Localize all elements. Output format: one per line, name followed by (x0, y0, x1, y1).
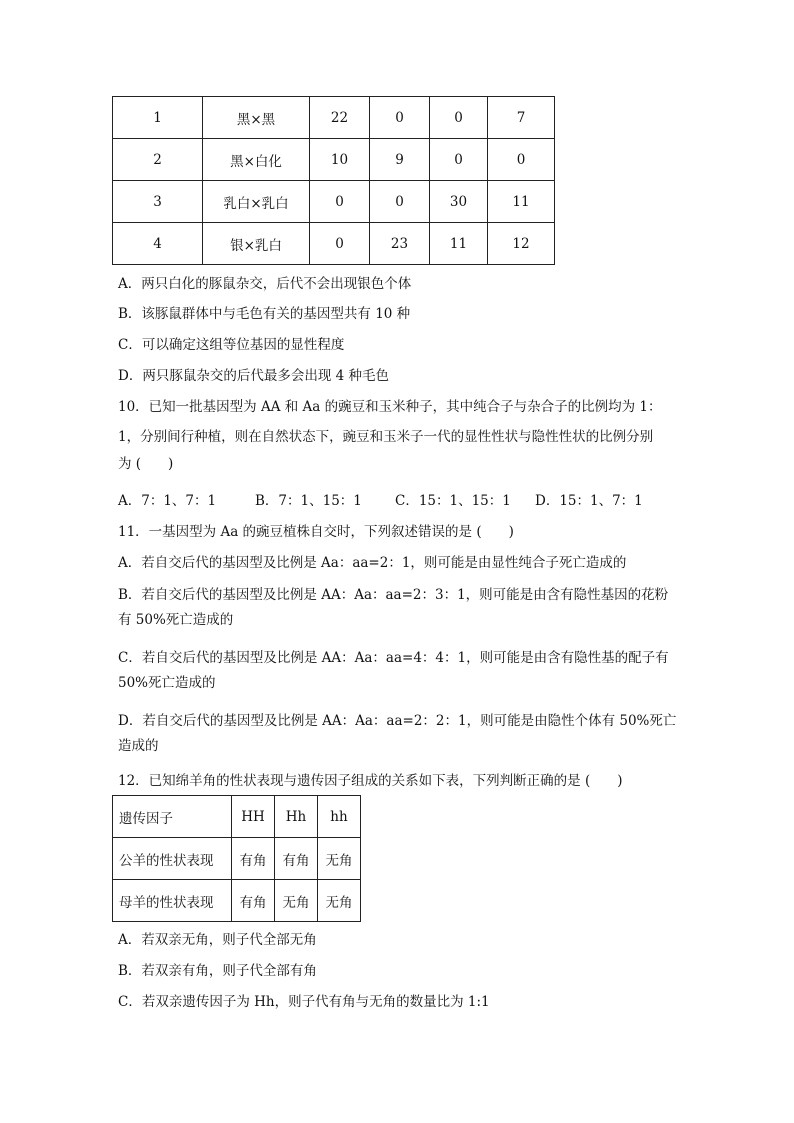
q12-option-b: B．若双亲有角，则子代全部有角 (118, 963, 317, 979)
table-row (113, 223, 555, 265)
q11-option-a: A．若自交后代的基因型及比例是 Aa：aa=2：1，则可能是由显性纯合子死亡造成的 (118, 555, 627, 571)
table-cell: 30 (430, 181, 488, 223)
table-header-row (113, 796, 361, 838)
q9-option-b: B．该豚鼠群体中与毛色有关的基因型共有 10 种 (118, 306, 411, 322)
table-row (113, 880, 361, 922)
table-cell: 2 (113, 139, 203, 181)
q10-stem-line-3: 为 ( ) (118, 456, 174, 472)
q10-option-d: D．15：1、7：1 (535, 493, 643, 509)
table-cell: 无角 (275, 880, 318, 922)
q11-option-c-line-2: 50%死亡造成的 (118, 675, 216, 691)
table-cell: 乳白×乳白 (203, 181, 310, 223)
table-header-cell: 遗传因子 (113, 796, 232, 838)
table-cell: 22 (310, 97, 370, 139)
table-row (113, 97, 555, 139)
table-cell: 12 (488, 223, 555, 265)
q10-option-b: B．7：1、15：1 (255, 493, 362, 509)
table-cell: 11 (430, 223, 488, 265)
q9-option-c: C．可以确定这组等位基因的显性程度 (118, 337, 345, 353)
table-cell: 有角 (275, 838, 318, 880)
table-header-cell: HH (232, 796, 275, 838)
table-cell: 0 (370, 97, 430, 139)
table-row (113, 838, 361, 880)
table-cell: 公羊的性状表现 (113, 838, 232, 880)
q10-stem-line-1: 10．已知一批基因型为 AA 和 Aa 的豌豆和玉米种子，其中纯合子与杂合子的比例均为 1： (118, 399, 662, 415)
q9-option-a: A．两只白化的豚鼠杂交，后代不会出现银色个体 (118, 276, 412, 292)
table-cell: 无角 (318, 838, 361, 880)
table-cell: 0 (310, 223, 370, 265)
table-cell: 3 (113, 181, 203, 223)
guinea-pig-cross-table (112, 96, 555, 265)
table-cell: 有角 (232, 880, 275, 922)
table-cell: 1 (113, 97, 203, 139)
table-cell: 9 (370, 139, 430, 181)
q10-option-a: A．7：1、7：1 (118, 493, 217, 509)
table-cell: 4 (113, 223, 203, 265)
q12-option-c: C．若双亲遗传因子为 Hh，则子代有角与无角的数量比为 1:1 (118, 994, 490, 1010)
q11-option-c-line-1: C．若自交后代的基因型及比例是 AA：Aa：aa=4：4：1，则可能是由含有隐性基的配子有 (118, 650, 669, 666)
table-cell: 0 (488, 139, 555, 181)
table-cell: 母羊的性状表现 (113, 880, 232, 922)
table-cell: 11 (488, 181, 555, 223)
q10-option-c: C．15：1、15：1 (395, 493, 511, 509)
table-cell: 0 (430, 97, 488, 139)
table-row (113, 181, 555, 223)
q9-option-d: D．两只豚鼠杂交的后代最多会出现 4 种毛色 (118, 368, 389, 384)
table-header-cell: Hh (275, 796, 318, 838)
table-cell: 无角 (318, 880, 361, 922)
sheep-horn-table (112, 795, 361, 922)
table-cell: 有角 (232, 838, 275, 880)
table-cell: 黑×黑 (203, 97, 310, 139)
table-cell: 银×乳白 (203, 223, 310, 265)
q12-stem: 12．已知绵羊角的性状表现与遗传因子组成的关系如下表，下列判断正确的是 ( ) (118, 773, 623, 789)
q11-stem: 11．一基因型为 Aa 的豌豆植株自交时，下列叙述错误的是 ( ) (118, 524, 514, 540)
q11-option-d-line-2: 造成的 (118, 738, 159, 754)
table-cell: 10 (310, 139, 370, 181)
table-cell: 7 (488, 97, 555, 139)
q11-option-b-line-1: B．若自交后代的基因型及比例是 AA：Aa：aa=2：3：1，则可能是由含有隐性基因的花粉 (118, 587, 669, 603)
q10-stem-line-2: 1，分别间行种植，则在自然状态下，豌豆和玉米子一代的显性性状与隐性性状的比例分别 (118, 429, 654, 445)
table-cell: 0 (370, 181, 430, 223)
q11-option-b-line-2: 有 50%死亡造成的 (118, 612, 234, 628)
table-cell: 黑×白化 (203, 139, 310, 181)
table-cell: 23 (370, 223, 430, 265)
q11-option-d-line-1: D．若自交后代的基因型及比例是 AA：Aa：aa=2：2：1，则可能是由隐性个体有 50%死亡 (118, 713, 677, 729)
table-row (113, 139, 555, 181)
table-cell: 0 (430, 139, 488, 181)
table-header-cell: hh (318, 796, 361, 838)
table-cell: 0 (310, 181, 370, 223)
q12-option-a: A．若双亲无角，则子代全部无角 (118, 932, 317, 948)
